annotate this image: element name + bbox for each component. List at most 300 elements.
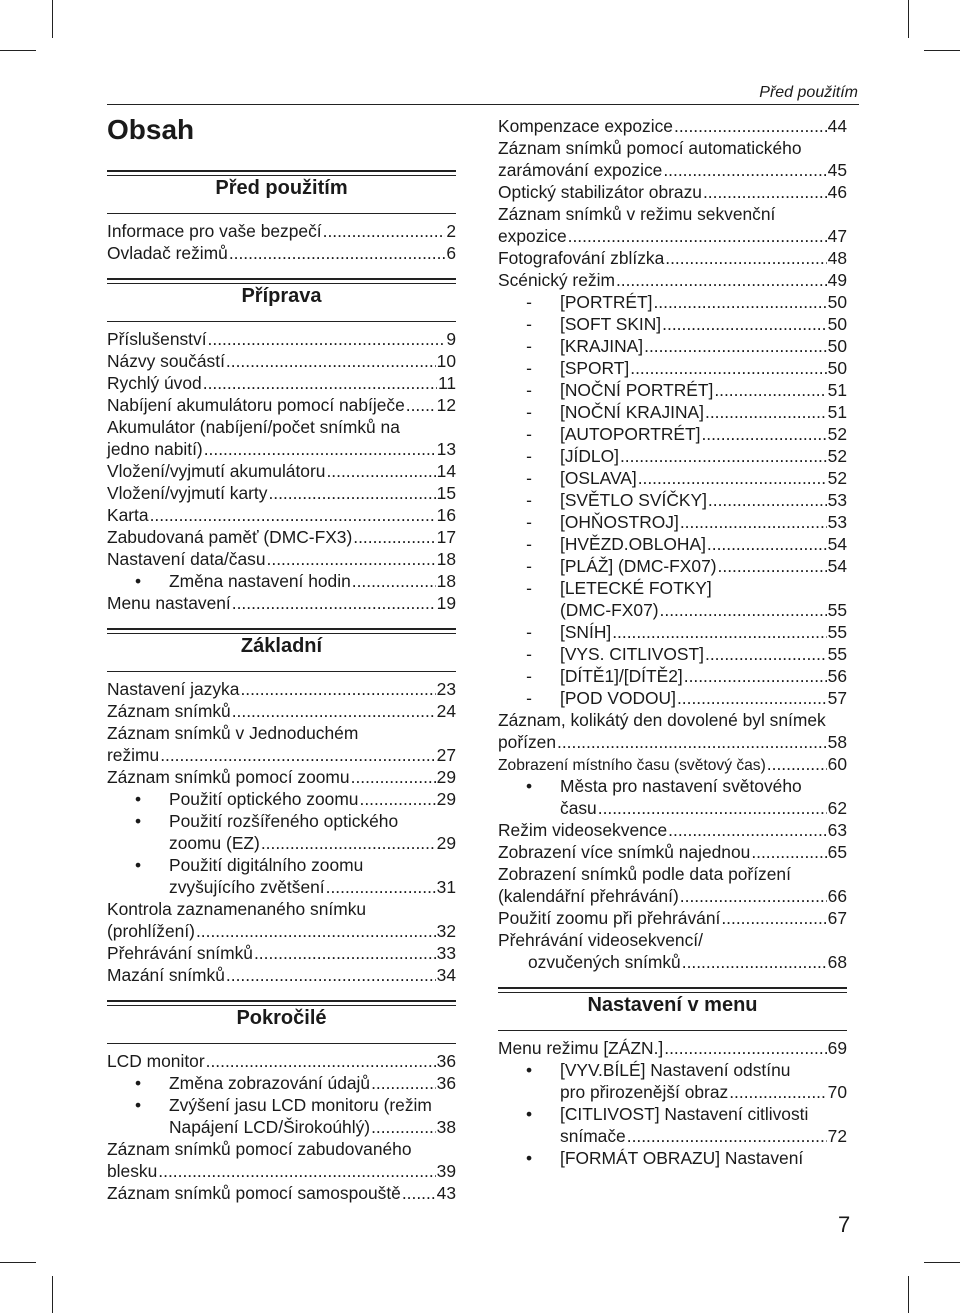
crop-mark-bottom-left-h (0, 1262, 36, 1263)
toc-entry-text: času (560, 798, 597, 818)
toc-entry-text: Menu režimu [ZÁZN.] (498, 1038, 664, 1058)
section-rule (498, 987, 847, 989)
toc-entry-line (498, 929, 847, 951)
toc-entry[interactable] (107, 766, 456, 788)
toc-entry-text: snímače (560, 1126, 626, 1146)
leader-dots (268, 482, 435, 504)
leader-dots (612, 621, 826, 643)
leader-dots (352, 570, 436, 592)
toc-entry[interactable] (498, 357, 847, 379)
leader-dots (705, 401, 827, 423)
toc-entry[interactable] (498, 731, 847, 753)
toc-entry-text: [SPORT] (560, 358, 630, 378)
toc-entry[interactable] (107, 504, 456, 526)
toc-page-number: 2 (446, 221, 456, 241)
leader-dots (682, 951, 827, 973)
leader-dots (705, 643, 827, 665)
toc-entry-text: blesku (107, 1161, 158, 1181)
section-heading (498, 987, 847, 1031)
toc-entry-line (498, 709, 847, 731)
leader-dots (323, 220, 446, 242)
toc-entry-text: Města pro nastavení světového (560, 776, 802, 796)
toc-entry-text: Nabíjení akumulátoru pomocí nabíječe (107, 395, 405, 415)
toc-entry-text: Přehrávání videosekvencí/ (498, 930, 703, 950)
toc-entry[interactable] (498, 599, 847, 621)
bullet-marker: • (134, 571, 142, 591)
toc-entry-text: Fotografování zblízka (498, 248, 665, 268)
toc-entry-text: (DMC-FX07) (560, 600, 659, 620)
toc-entry-text: [FORMÁT OBRAZU] Nastavení (560, 1148, 804, 1168)
toc-entry[interactable] (498, 467, 847, 489)
toc-entry[interactable] (498, 1037, 847, 1059)
toc-entry-text: Záznam, kolikátý den dovolené byl snímek (498, 710, 826, 730)
leader-dots (206, 1050, 436, 1072)
toc-entry-text: pořízen (498, 732, 557, 752)
toc-entry-line (107, 898, 456, 920)
section-rule (107, 321, 456, 322)
toc-entry[interactable] (107, 372, 456, 394)
toc-page-number: 52 (827, 468, 847, 488)
toc-entry-text: Záznam snímků pomocí zoomu (107, 767, 350, 787)
toc-entry-line (107, 416, 456, 438)
dash-marker: - (526, 402, 532, 422)
toc-entry-text: zvyšujícího zvětšení (169, 877, 325, 897)
bullet-marker: • (134, 789, 142, 809)
toc-entry[interactable] (107, 1182, 456, 1204)
toc-entry[interactable] (498, 885, 847, 907)
section-heading (107, 170, 456, 214)
toc-page-number: 50 (827, 336, 847, 356)
toc-page-number: 39 (436, 1161, 456, 1181)
toc-page-number: 55 (827, 600, 847, 620)
toc-entry[interactable] (107, 1116, 456, 1138)
toc-entry[interactable] (107, 1072, 456, 1094)
leader-dots (616, 269, 827, 291)
leader-dots (240, 678, 435, 700)
dash-marker: - (526, 314, 532, 334)
toc-entry-text: [SNÍH] (560, 622, 612, 642)
toc-page-number: 34 (436, 965, 456, 985)
toc-entry[interactable] (107, 920, 456, 942)
toc-entry-text: Zobrazení místního času (světový čas) (498, 757, 766, 774)
leader-dots (598, 797, 827, 819)
toc-entry[interactable] (498, 665, 847, 687)
leader-dots (568, 225, 827, 247)
leader-dots (203, 372, 437, 394)
toc-entry[interactable] (107, 832, 456, 854)
toc-page-number: 38 (436, 1117, 456, 1137)
leader-dots (229, 242, 446, 264)
toc-page-number: 70 (827, 1082, 847, 1102)
leader-dots (158, 1160, 435, 1182)
toc-page-number: 14 (436, 461, 456, 481)
toc-entry-text: Nastavení data/času (107, 549, 266, 569)
toc-page-number: 54 (827, 556, 847, 576)
toc-entry-text: zarámování expozice (498, 160, 663, 180)
section-rule (107, 278, 456, 280)
toc-entry[interactable] (107, 438, 456, 460)
leader-dots (729, 1081, 826, 1103)
leader-dots (662, 313, 827, 335)
toc-entry-text: [VYS. CITLIVOST] (560, 644, 704, 664)
toc-entry-line (498, 1103, 847, 1125)
toc-page-number: 57 (827, 688, 847, 708)
leader-dots (402, 1182, 436, 1204)
leader-dots (664, 1037, 826, 1059)
toc-entry-text: [HVĚZD.OBLOHA] (560, 534, 706, 554)
toc-entry-text: [NOČNÍ PORTRÉT] (560, 380, 714, 400)
toc-entry[interactable] (498, 621, 847, 643)
toc-entry[interactable] (107, 700, 456, 722)
leader-dots (684, 665, 827, 687)
dash-marker: - (526, 292, 532, 312)
toc-page-number: 31 (436, 877, 456, 897)
toc-entry-text: Nastavení jazyka (107, 679, 240, 699)
toc-entry[interactable] (498, 181, 847, 203)
toc-entry-text: Režim videosekvence (498, 820, 668, 840)
dash-marker: - (526, 424, 532, 444)
dash-marker: - (526, 490, 532, 510)
leader-dots (674, 115, 827, 137)
section-rule (107, 1005, 456, 1006)
toc-page-number: 63 (827, 820, 847, 840)
toc-page-number: 45 (827, 160, 847, 180)
toc-entry-text: [OHŇOSTROJ] (560, 512, 679, 532)
toc-entry[interactable] (107, 570, 456, 592)
toc-entry[interactable] (498, 687, 847, 709)
section-gap (498, 973, 847, 987)
section-title: Příprava (241, 285, 322, 307)
leader-dots (620, 445, 827, 467)
toc-entry[interactable] (498, 1081, 847, 1103)
toc-entry-text: (prohlížení) (107, 921, 195, 941)
toc-entry[interactable] (498, 1125, 847, 1147)
leader-dots (232, 592, 436, 614)
toc-entry-text: Napájení LCD/Širokoúhlý) (169, 1117, 371, 1137)
toc-entry-text: Zvýšení jasu LCD monitoru (režim (169, 1095, 432, 1115)
toc-entry-line (107, 722, 456, 744)
toc-entry[interactable] (107, 482, 456, 504)
toc-entry[interactable] (107, 1160, 456, 1182)
toc-entry-text: Ovladač režimů (107, 243, 228, 263)
toc-page-number: 54 (827, 534, 847, 554)
section-gap (107, 264, 456, 278)
section-rule (107, 170, 456, 172)
toc-entry[interactable] (498, 643, 847, 665)
toc-entry-line (498, 137, 847, 159)
leader-dots (557, 731, 827, 753)
leader-dots (160, 744, 435, 766)
section-rule (498, 1030, 847, 1031)
toc-entry-text: expozice (498, 226, 567, 246)
dash-marker: - (526, 358, 532, 378)
crop-mark-bottom-right-h (924, 1262, 960, 1263)
leader-dots (371, 1072, 436, 1094)
section-rule (107, 671, 456, 672)
dash-marker: - (526, 644, 532, 664)
leader-dots (708, 489, 827, 511)
crop-mark-bottom-left-v (52, 1276, 53, 1313)
toc-entry[interactable] (498, 533, 847, 555)
toc-entry-text: Záznam snímků pomocí samospouště (107, 1183, 401, 1203)
toc-page-number: 51 (827, 402, 847, 422)
leader-dots (326, 876, 436, 898)
toc-entry[interactable] (107, 744, 456, 766)
toc-entry-text: [CITLIVOST] Nastavení citlivosti (560, 1104, 809, 1124)
toc-entry[interactable] (107, 242, 456, 264)
toc-entry[interactable] (498, 313, 847, 335)
leader-dots (326, 460, 435, 482)
toc-entry[interactable] (498, 797, 847, 819)
toc-entry-text: [LETECKÉ FOTKY] (560, 578, 712, 598)
crop-mark-bottom-right-v (908, 1276, 909, 1313)
toc-page-number: 27 (436, 745, 456, 765)
toc-page-number: 18 (436, 571, 456, 591)
toc-entry-text: [JÍDLO] (560, 446, 619, 466)
toc-entry-text: [SVĚTLO SVÍČKY] (560, 490, 707, 510)
bullet-marker: • (525, 1060, 533, 1080)
toc-page-number: 24 (436, 701, 456, 721)
section-heading (107, 278, 456, 322)
toc-entry[interactable] (498, 115, 847, 137)
leader-dots (359, 788, 435, 810)
toc-entry-text: Menu nastavení (107, 593, 231, 613)
toc-page-number: 50 (827, 314, 847, 334)
leader-dots (630, 357, 826, 379)
toc-entry[interactable] (498, 159, 847, 181)
toc-entry-line (107, 1094, 456, 1116)
toc-entry[interactable] (498, 225, 847, 247)
toc-page-number: 29 (436, 767, 456, 787)
toc-entry-text: Kontrola zaznamenaného snímku (107, 899, 367, 919)
toc-entry[interactable] (498, 753, 847, 775)
leader-dots (707, 533, 827, 555)
leader-dots (261, 832, 436, 854)
leader-dots (701, 423, 826, 445)
toc-page-number: 72 (827, 1126, 847, 1146)
toc-entry[interactable] (107, 964, 456, 986)
section-title: Pokročilé (236, 1007, 327, 1029)
leader-dots (351, 766, 436, 788)
toc-entry-text: Kompenzace expozice (498, 116, 673, 136)
toc-page-number: 29 (436, 833, 456, 853)
toc-page-number: 55 (827, 644, 847, 664)
toc-page-number: 65 (827, 842, 847, 862)
toc-entry-text: jedno nabití) (107, 439, 203, 459)
section-rule (107, 633, 456, 634)
dash-marker: - (526, 578, 532, 598)
toc-entry[interactable] (498, 819, 847, 841)
leader-dots (226, 964, 436, 986)
toc-page-number: 51 (827, 380, 847, 400)
section-heading (107, 628, 456, 672)
toc-entry-text: Záznam snímků v režimu sekvenční (498, 204, 776, 224)
toc-entry[interactable] (107, 394, 456, 416)
dash-marker: - (526, 468, 532, 488)
toc-page-number: 10 (436, 351, 456, 371)
leader-dots (718, 555, 827, 577)
toc-entry-text: ozvučených snímků (528, 952, 681, 972)
toc-page-number: 9 (446, 329, 456, 349)
dash-marker: - (526, 534, 532, 554)
dash-marker: - (526, 380, 532, 400)
toc-page-number: 36 (436, 1051, 456, 1071)
toc-entry-text: Záznam snímků (107, 701, 231, 721)
running-header: Před použitím (759, 84, 858, 101)
leader-dots (721, 907, 826, 929)
leader-dots (226, 350, 436, 372)
toc-page-number: 47 (827, 226, 847, 246)
dash-marker: - (526, 666, 532, 686)
toc-entry[interactable] (498, 555, 847, 577)
dash-marker: - (526, 622, 532, 642)
toc-entry-text: Přehrávání snímků (107, 943, 253, 963)
section-heading (107, 1000, 456, 1044)
leader-dots (267, 548, 436, 570)
bullet-marker: • (134, 1073, 142, 1093)
leader-dots (644, 335, 827, 357)
page-title: Obsah (107, 114, 195, 145)
dash-marker: - (526, 446, 532, 466)
toc-page-number: 6 (446, 243, 456, 263)
toc-entry[interactable] (107, 592, 456, 614)
page-number: 7 (838, 1212, 851, 1237)
toc-page-number: 66 (827, 886, 847, 906)
toc-entry[interactable] (107, 220, 456, 242)
toc-entry[interactable] (498, 951, 847, 973)
toc-entry[interactable] (107, 678, 456, 700)
bullet-marker: • (525, 776, 533, 796)
leader-dots (751, 841, 826, 863)
leader-dots (196, 920, 436, 942)
toc-page-number: 50 (827, 358, 847, 378)
toc-entry[interactable] (498, 291, 847, 313)
toc-entry-line (498, 1059, 847, 1081)
toc-entry-text: Použití zoomu při přehrávání (498, 908, 721, 928)
section-rule (107, 1043, 456, 1044)
toc-entry[interactable] (498, 379, 847, 401)
toc-entry[interactable] (498, 269, 847, 291)
toc-entry[interactable] (107, 328, 456, 350)
toc-entry-text: [NOČNÍ KRAJINA] (560, 402, 704, 422)
crop-mark-top-right-h (924, 50, 960, 51)
section-gap (107, 614, 456, 628)
toc-page-number: 67 (827, 908, 847, 928)
leader-dots (680, 885, 827, 907)
toc-entry-text: [OSLAVA] (560, 468, 637, 488)
toc-page-number: 50 (827, 292, 847, 312)
toc-entry-text: LCD monitor (107, 1051, 205, 1071)
section-rule (107, 175, 456, 176)
toc-page-number: 15 (436, 483, 456, 503)
toc-entry[interactable] (498, 841, 847, 863)
leader-dots (660, 599, 827, 621)
toc-entry-text: Použití digitálního zoomu (169, 855, 364, 875)
toc-entry-text: Vložení/vyjmutí karty (107, 483, 268, 503)
toc-page-number: 53 (827, 490, 847, 510)
dash-marker: - (526, 688, 532, 708)
toc-entry-line (107, 1138, 456, 1160)
toc-entry[interactable] (498, 401, 847, 423)
toc-entry[interactable] (107, 788, 456, 810)
section-title: Základní (240, 635, 323, 657)
toc-page-number: 55 (827, 622, 847, 642)
toc-entry[interactable] (107, 876, 456, 898)
leader-dots (627, 1125, 827, 1147)
crop-mark-top-left-v (52, 0, 53, 38)
toc-page-number: 43 (436, 1183, 456, 1203)
toc-entry-text: Scénický režim (498, 270, 615, 290)
leader-dots (254, 942, 436, 964)
toc-entry-text: [DÍTĚ1]/[DÍTĚ2] (560, 666, 683, 686)
toc-entry-text: Optický stabilizátor obrazu (498, 182, 702, 202)
toc-page-number: 56 (827, 666, 847, 686)
toc-entry[interactable] (107, 942, 456, 964)
leader-dots (353, 526, 435, 548)
toc-page-number: 11 (437, 373, 456, 393)
toc-entry[interactable] (498, 247, 847, 269)
toc-page-number: 33 (436, 943, 456, 963)
toc-entry-text: Použití rozšířeného optického (169, 811, 399, 831)
toc-entry[interactable] (498, 335, 847, 357)
toc-entry-line (498, 775, 847, 797)
toc-entry-text: Použití optického zoomu (169, 789, 359, 809)
toc-page-number: 58 (827, 732, 847, 752)
leader-dots (150, 504, 436, 526)
bullet-marker: • (134, 855, 142, 875)
toc-entry-text: režimu (107, 745, 160, 765)
toc-page-number: 62 (827, 798, 847, 818)
toc-entry-line (107, 854, 456, 876)
toc-entry[interactable] (107, 526, 456, 548)
toc-entry[interactable] (498, 423, 847, 445)
bullet-marker: • (134, 1095, 142, 1115)
leader-dots (680, 511, 827, 533)
crop-mark-top-left-h (0, 50, 36, 51)
bullet-marker: • (525, 1104, 533, 1124)
header-rule (107, 104, 859, 105)
toc-entry-line (498, 577, 847, 599)
leader-dots (703, 181, 827, 203)
toc-page-number: 60 (827, 754, 847, 774)
toc-entry[interactable] (107, 1050, 456, 1072)
dash-marker: - (526, 336, 532, 356)
toc-page-number: 23 (436, 679, 456, 699)
toc-page-number: 18 (436, 549, 456, 569)
toc-entry[interactable] (498, 907, 847, 929)
toc-entry-text: Zobrazení více snímků najednou (498, 842, 751, 862)
toc-page-number: 32 (436, 921, 456, 941)
toc-entry[interactable] (107, 548, 456, 570)
toc-page-number: 29 (436, 789, 456, 809)
leader-dots (208, 328, 446, 350)
toc-entry-text: Akumulátor (nabíjení/počet snímků na (107, 417, 400, 437)
toc-entry-text: pro přirozenější obraz (560, 1082, 729, 1102)
toc-entry[interactable] (498, 489, 847, 511)
toc-entry-text: [KRAJINA] (560, 336, 644, 356)
section-rule (107, 213, 456, 214)
toc-entry-text: Záznam snímků pomocí zabudovaného (107, 1139, 412, 1159)
toc-entry[interactable] (107, 350, 456, 372)
toc-page-number: 19 (436, 593, 456, 613)
toc-entry[interactable] (498, 511, 847, 533)
toc-entry[interactable] (107, 460, 456, 482)
leader-dots (668, 819, 827, 841)
toc-entry-text: Vložení/vyjmutí akumulátoru (107, 461, 326, 481)
toc-entry[interactable] (498, 445, 847, 467)
toc-entry-text: [VYV.BÍLÉ] Nastavení odstínu (560, 1060, 791, 1080)
section-title: Před použitím (215, 177, 348, 199)
